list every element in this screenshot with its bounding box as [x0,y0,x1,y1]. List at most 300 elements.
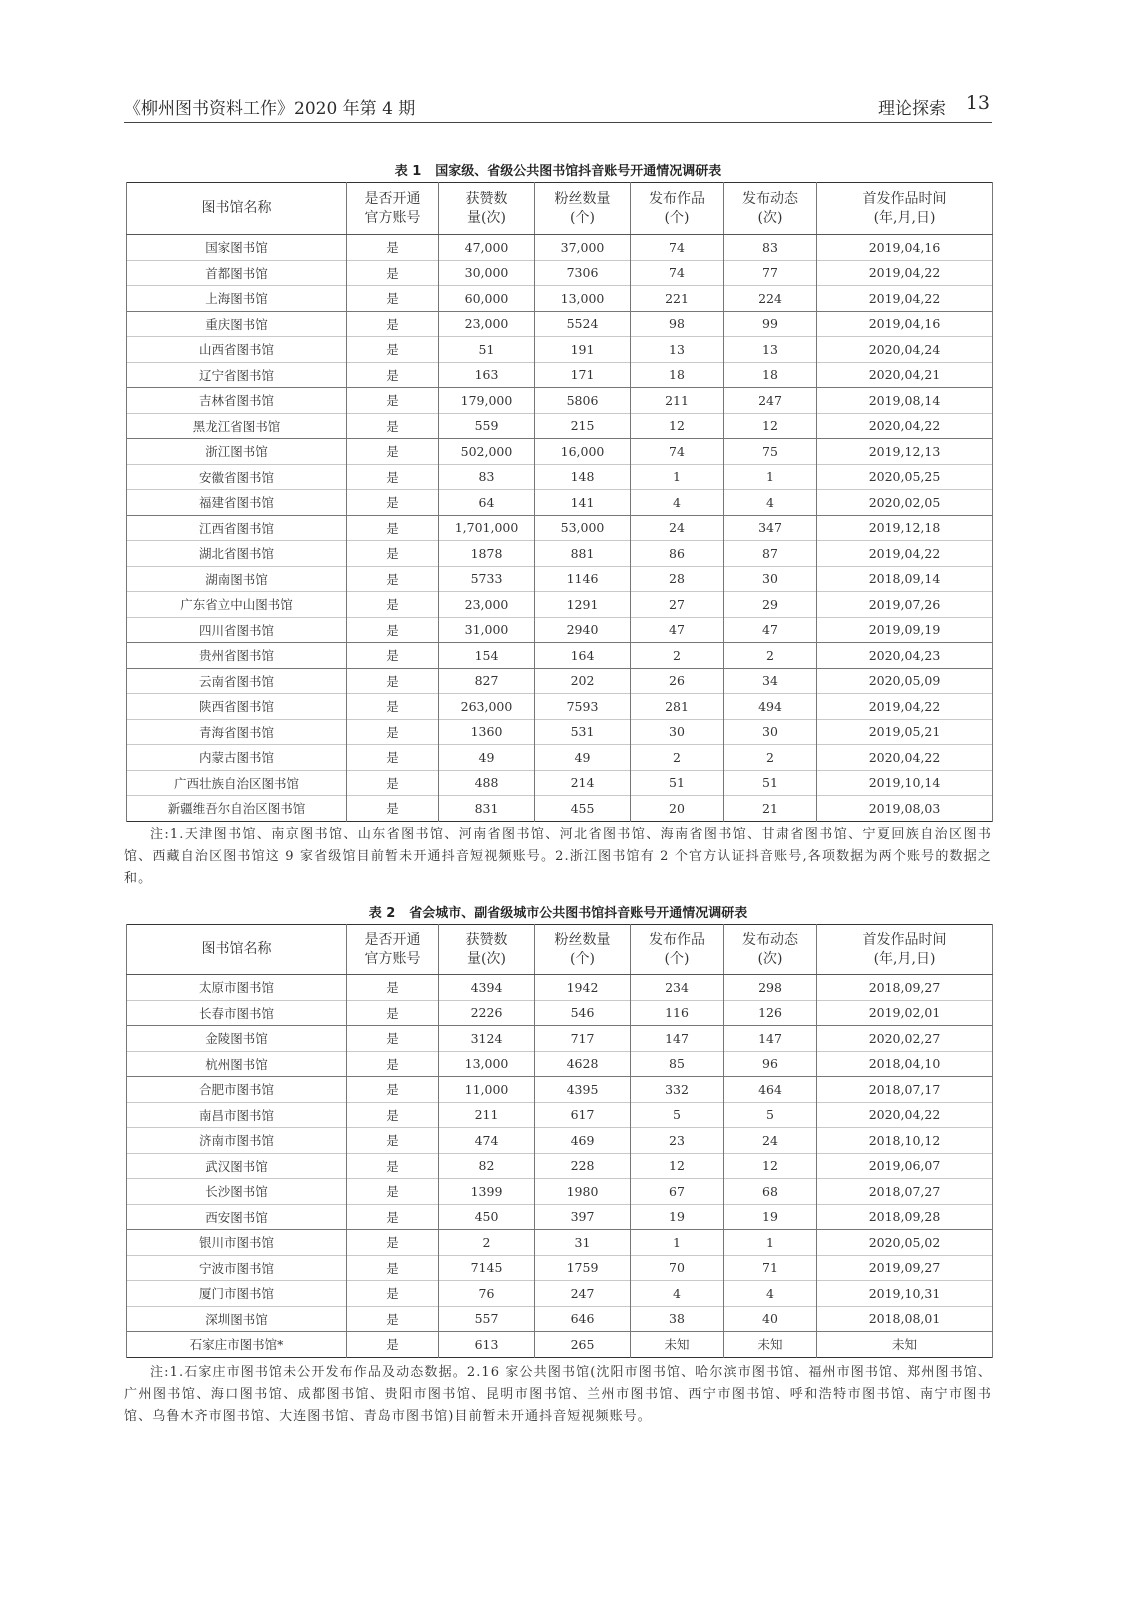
table-cell: 98 [631,311,724,337]
table-cell: 281 [631,694,724,720]
column-header: 是否开通 官方账号 [347,925,439,975]
table-cell: 49 [439,745,535,771]
table-cell: 70 [631,1255,724,1281]
table-cell: 16,000 [535,439,631,465]
table2-body [127,975,993,1358]
table-row [127,515,993,541]
table-cell: 47,000 [439,235,535,261]
library-name-cell: 内蒙古图书馆 [127,745,347,771]
table-cell: 2 [724,745,817,771]
table-cell: 2940 [535,617,631,643]
table-cell: 2020,04,21 [817,362,993,388]
table-cell: 是 [347,337,439,363]
table-cell: 1980 [535,1179,631,1205]
table-cell: 2020,02,27 [817,1026,993,1052]
table-cell: 7145 [439,1255,535,1281]
library-name-cell: 厦门市图书馆 [127,1281,347,1307]
column-header: 发布动态 (次) [724,925,817,975]
table-cell: 2018,07,17 [817,1077,993,1103]
library-name-cell: 深圳图书馆 [127,1306,347,1332]
table-cell: 71 [724,1255,817,1281]
table-row [127,566,993,592]
table-cell: 1 [724,1230,817,1256]
column-header: 首发作品时间 (年,月,日) [817,925,993,975]
table-cell: 1942 [535,975,631,1001]
table-cell: 1 [631,1230,724,1256]
table-cell: 51 [631,770,724,796]
table-cell: 5806 [535,388,631,414]
table-cell: 2 [439,1230,535,1256]
table-cell: 83 [439,464,535,490]
table-row [127,1332,993,1358]
table-cell: 34 [724,668,817,694]
table-cell: 4628 [535,1051,631,1077]
library-name-cell: 山西省图书馆 [127,337,347,363]
table-cell: 是 [347,975,439,1001]
table-cell: 74 [631,260,724,286]
table-cell: 4 [631,1281,724,1307]
table-cell: 13,000 [439,1051,535,1077]
table-row [127,796,993,822]
table-cell: 未知 [724,1332,817,1358]
table-cell: 7593 [535,694,631,720]
journal-title: 《柳州图书资料工作》2020 年第 4 期 [124,99,416,119]
table-cell: 2019,09,27 [817,1255,993,1281]
library-name-cell: 宁波市图书馆 [127,1255,347,1281]
table-row [127,617,993,643]
table-cell: 224 [724,286,817,312]
table-row [127,643,993,669]
table-cell: 13 [631,337,724,363]
table-cell: 是 [347,1179,439,1205]
table-cell: 13,000 [535,286,631,312]
table-cell: 469 [535,1128,631,1154]
table2-label: 表 2 [368,906,396,921]
table-cell: 74 [631,439,724,465]
table-row [127,1000,993,1026]
table-cell: 2 [631,745,724,771]
table-cell: 546 [535,1000,631,1026]
table-cell: 2018,10,12 [817,1128,993,1154]
table-cell: 646 [535,1306,631,1332]
table-cell: 是 [347,413,439,439]
table-cell: 2020,04,23 [817,643,993,669]
table1 [126,182,993,822]
table-cell: 是 [347,1153,439,1179]
table1-body [127,235,993,822]
library-name-cell: 吉林省图书馆 [127,388,347,414]
table-cell: 是 [347,1255,439,1281]
library-name-cell: 黑龙江省图书馆 [127,413,347,439]
table-cell: 116 [631,1000,724,1026]
library-name-cell: 贵州省图书馆 [127,643,347,669]
table-cell: 2018,09,14 [817,566,993,592]
column-header: 图书馆名称 [127,925,347,975]
table-cell: 2018,04,10 [817,1051,993,1077]
table-cell: 1878 [439,541,535,567]
table-cell: 5 [724,1102,817,1128]
library-name-cell: 青海省图书馆 [127,719,347,745]
table-row [127,1026,993,1052]
table2-caption [124,902,992,921]
table-cell: 是 [347,1026,439,1052]
table-cell: 4 [631,490,724,516]
table-cell: 202 [535,668,631,694]
table-cell: 96 [724,1051,817,1077]
table-row [127,1230,993,1256]
table-row [127,1077,993,1103]
table-cell: 147 [631,1026,724,1052]
table-cell: 是 [347,260,439,286]
library-name-cell: 长沙图书馆 [127,1179,347,1205]
table-cell: 265 [535,1332,631,1358]
table-row [127,260,993,286]
table-cell: 717 [535,1026,631,1052]
column-header: 获赞数 量(次) [439,925,535,975]
table-cell: 154 [439,643,535,669]
table-cell: 2019,04,16 [817,311,993,337]
library-name-cell: 新疆维吾尔自治区图书馆 [127,796,347,822]
library-name-cell: 武汉图书馆 [127,1153,347,1179]
table-cell: 163 [439,362,535,388]
library-name-cell: 西安图书馆 [127,1204,347,1230]
table-cell: 211 [631,388,724,414]
table-cell: 是 [347,694,439,720]
library-name-cell: 福建省图书馆 [127,490,347,516]
table-cell: 2020,04,22 [817,1102,993,1128]
table-cell: 是 [347,668,439,694]
column-header: 粉丝数量 (个) [535,925,631,975]
table-cell: 是 [347,1204,439,1230]
table-cell: 是 [347,311,439,337]
table-cell: 191 [535,337,631,363]
library-name-cell: 金陵图书馆 [127,1026,347,1052]
table-cell: 85 [631,1051,724,1077]
library-name-cell: 江西省图书馆 [127,515,347,541]
table-cell: 126 [724,1000,817,1026]
table-cell: 12 [631,1153,724,1179]
table-row [127,439,993,465]
table-cell: 是 [347,388,439,414]
table-row [127,1153,993,1179]
table-cell: 171 [535,362,631,388]
table-cell: 2019,05,21 [817,719,993,745]
library-name-cell: 合肥市图书馆 [127,1077,347,1103]
table-cell: 247 [724,388,817,414]
table-cell: 99 [724,311,817,337]
table-cell: 2020,04,22 [817,413,993,439]
table-cell: 是 [347,592,439,618]
table1-title: 国家级、省级公共图书馆抖音账号开通情况调研表 [435,164,722,179]
table-cell: 2019,09,19 [817,617,993,643]
table-cell: 是 [347,1051,439,1077]
table-row [127,413,993,439]
table-cell: 2019,10,14 [817,770,993,796]
table-cell: 4 [724,490,817,516]
table-cell: 26 [631,668,724,694]
table-cell: 是 [347,1102,439,1128]
table-cell: 2019,02,01 [817,1000,993,1026]
table-row [127,770,993,796]
library-name-cell: 济南市图书馆 [127,1128,347,1154]
table2-header-row [127,925,993,975]
table1-caption [124,160,992,179]
table-cell: 37,000 [535,235,631,261]
table-row [127,719,993,745]
table-cell: 68 [724,1179,817,1205]
table-cell: 332 [631,1077,724,1103]
table-cell: 是 [347,770,439,796]
table-cell: 2019,07,26 [817,592,993,618]
table-row [127,1179,993,1205]
table-row [127,286,993,312]
library-name-cell: 上海图书馆 [127,286,347,312]
table-cell: 1 [631,464,724,490]
library-name-cell: 银川市图书馆 [127,1230,347,1256]
table-row [127,975,993,1001]
table-cell: 是 [347,745,439,771]
table-cell: 82 [439,1153,535,1179]
table-cell: 28 [631,566,724,592]
table-cell: 12 [631,413,724,439]
table-cell: 613 [439,1332,535,1358]
table-row [127,311,993,337]
table-cell: 2020,04,24 [817,337,993,363]
table-cell: 是 [347,541,439,567]
table-cell: 7306 [535,260,631,286]
table2-note: 注:1.石家庄市图书馆未公开发布作品及动态数据。2.16 家公共图书馆(沈阳市图书馆、哈尔滨市图书馆、福州市图书馆、郑州图书馆、广州图书馆、海口图书馆、成都图书馆、贵阳市图书馆、昆明市图书馆、兰州市图书馆、西宁市图书馆、呼和浩特市图书馆、南宁市图书馆、乌鲁木齐市图书馆、大连图书馆、青岛市图书馆)目前暂未开通抖音短视频账号。 [124,1365,992,1424]
table-cell: 24 [631,515,724,541]
table-cell: 1146 [535,566,631,592]
table-cell: 是 [347,464,439,490]
table-row [127,1204,993,1230]
table-cell: 4395 [535,1077,631,1103]
table-cell: 617 [535,1102,631,1128]
table-cell: 23 [631,1128,724,1154]
table1-header-row [127,183,993,235]
table-cell: 24 [724,1128,817,1154]
table-cell: 3124 [439,1026,535,1052]
table-cell: 是 [347,566,439,592]
table-row [127,668,993,694]
table-cell: 30 [724,719,817,745]
table-cell: 18 [724,362,817,388]
library-name-cell: 广东省立中山图书馆 [127,592,347,618]
library-name-cell: 长春市图书馆 [127,1000,347,1026]
table-cell: 397 [535,1204,631,1230]
library-name-cell: 陕西省图书馆 [127,694,347,720]
library-name-cell: 石家庄市图书馆* [127,1332,347,1358]
table-row [127,490,993,516]
table-cell: 2019,04,22 [817,286,993,312]
library-name-cell: 浙江图书馆 [127,439,347,465]
column-header: 首发作品时间 (年,月,日) [817,183,993,235]
table-cell: 87 [724,541,817,567]
table-cell: 20 [631,796,724,822]
table-cell: 是 [347,643,439,669]
table-cell: 27 [631,592,724,618]
table-cell: 31,000 [439,617,535,643]
table-cell: 298 [724,975,817,1001]
table-cell: 4 [724,1281,817,1307]
table-cell: 1759 [535,1255,631,1281]
table-cell: 47 [724,617,817,643]
table-cell: 2 [724,643,817,669]
table-cell: 2020,05,02 [817,1230,993,1256]
table-cell: 4394 [439,975,535,1001]
table-cell: 5 [631,1102,724,1128]
table-row [127,1255,993,1281]
table-cell: 是 [347,235,439,261]
library-name-cell: 广西壮族自治区图书馆 [127,770,347,796]
table-cell: 2226 [439,1000,535,1026]
table-cell: 18 [631,362,724,388]
table-cell: 827 [439,668,535,694]
column-header: 是否开通 官方账号 [347,183,439,235]
table-cell: 49 [535,745,631,771]
table-row [127,464,993,490]
table-cell: 1291 [535,592,631,618]
table2-title: 省会城市、副省级城市公共图书馆抖音账号开通情况调研表 [409,906,748,921]
table-cell: 1,701,000 [439,515,535,541]
table-cell: 31 [535,1230,631,1256]
table-cell: 2019,12,18 [817,515,993,541]
table-cell: 179,000 [439,388,535,414]
table-cell: 263,000 [439,694,535,720]
table-cell: 47 [631,617,724,643]
table-cell: 2019,06,07 [817,1153,993,1179]
table-cell: 831 [439,796,535,822]
table-cell: 148 [535,464,631,490]
table-row [127,1281,993,1307]
table-cell: 2019,04,22 [817,541,993,567]
table-cell: 是 [347,719,439,745]
table-cell: 64 [439,490,535,516]
table-cell: 是 [347,1332,439,1358]
table-cell: 494 [724,694,817,720]
table-cell: 347 [724,515,817,541]
table-cell: 2019,04,22 [817,260,993,286]
table-cell: 23,000 [439,311,535,337]
table-cell: 474 [439,1128,535,1154]
table-cell: 是 [347,515,439,541]
library-name-cell: 安徽省图书馆 [127,464,347,490]
table-cell: 未知 [817,1332,993,1358]
column-header: 图书馆名称 [127,183,347,235]
table-cell: 67 [631,1179,724,1205]
table-cell: 2018,08,01 [817,1306,993,1332]
table-cell: 是 [347,490,439,516]
table-cell: 是 [347,1128,439,1154]
table-cell: 30,000 [439,260,535,286]
table-row [127,1306,993,1332]
table-cell: 53,000 [535,515,631,541]
library-name-cell: 云南省图书馆 [127,668,347,694]
table-cell: 234 [631,975,724,1001]
table-cell: 221 [631,286,724,312]
table-cell: 19 [631,1204,724,1230]
table-row [127,362,993,388]
table-cell: 83 [724,235,817,261]
table-cell: 2018,07,27 [817,1179,993,1205]
table-cell: 77 [724,260,817,286]
table-cell: 557 [439,1306,535,1332]
table-row [127,592,993,618]
table-cell: 1 [724,464,817,490]
table-cell: 是 [347,617,439,643]
table2 [126,924,993,1358]
table-row [127,337,993,363]
table-cell: 559 [439,413,535,439]
table-cell: 38 [631,1306,724,1332]
table-cell: 13 [724,337,817,363]
column-header: 发布作品 (个) [631,925,724,975]
table-cell: 是 [347,439,439,465]
section-name: 理论探索 [878,99,946,119]
table-cell: 29 [724,592,817,618]
table-cell: 是 [347,286,439,312]
table-cell: 75 [724,439,817,465]
table-cell: 2019,04,22 [817,694,993,720]
table-cell: 是 [347,362,439,388]
table-cell: 11,000 [439,1077,535,1103]
library-name-cell: 国家图书馆 [127,235,347,261]
table-cell: 是 [347,1306,439,1332]
table-cell: 51 [724,770,817,796]
table-row [127,1128,993,1154]
table-cell: 2020,02,05 [817,490,993,516]
table-cell: 2020,05,25 [817,464,993,490]
table-cell: 76 [439,1281,535,1307]
table-cell: 是 [347,796,439,822]
table-cell: 2019,04,16 [817,235,993,261]
table-cell: 86 [631,541,724,567]
column-header: 发布作品 (个) [631,183,724,235]
library-name-cell: 四川省图书馆 [127,617,347,643]
table-cell: 147 [724,1026,817,1052]
library-name-cell: 太原市图书馆 [127,975,347,1001]
table-cell: 1399 [439,1179,535,1205]
table1-label: 表 1 [394,164,422,179]
table-cell: 未知 [631,1332,724,1358]
table-cell: 488 [439,770,535,796]
table-cell: 881 [535,541,631,567]
library-name-cell: 南昌市图书馆 [127,1102,347,1128]
table-cell: 214 [535,770,631,796]
table-cell: 2019,12,13 [817,439,993,465]
running-header [124,92,992,123]
table-cell: 30 [631,719,724,745]
table-cell: 2020,05,09 [817,668,993,694]
table-cell: 74 [631,235,724,261]
table-row [127,1051,993,1077]
table1-note: 注:1.天津图书馆、南京图书馆、山东省图书馆、河南省图书馆、河北省图书馆、海南省图书馆、甘肃省图书馆、宁夏回族自治区图书馆、西藏自治区图书馆这 9 家省级馆目前暂未开通抖音短视频账号。2.浙江图书馆有 2 个官方认证抖音账号,各项数据为两个账号的数据之和。 [124,827,992,886]
library-name-cell: 杭州图书馆 [127,1051,347,1077]
table-row [127,745,993,771]
page-number: 13 [965,92,990,114]
table-cell: 531 [535,719,631,745]
library-name-cell: 辽宁省图书馆 [127,362,347,388]
table-cell: 2020,04,22 [817,745,993,771]
table-cell: 164 [535,643,631,669]
table-cell: 141 [535,490,631,516]
table-cell: 12 [724,413,817,439]
column-header: 获赞数 量(次) [439,183,535,235]
table-cell: 30 [724,566,817,592]
table-cell: 是 [347,1000,439,1026]
table-row [127,694,993,720]
table-cell: 是 [347,1281,439,1307]
